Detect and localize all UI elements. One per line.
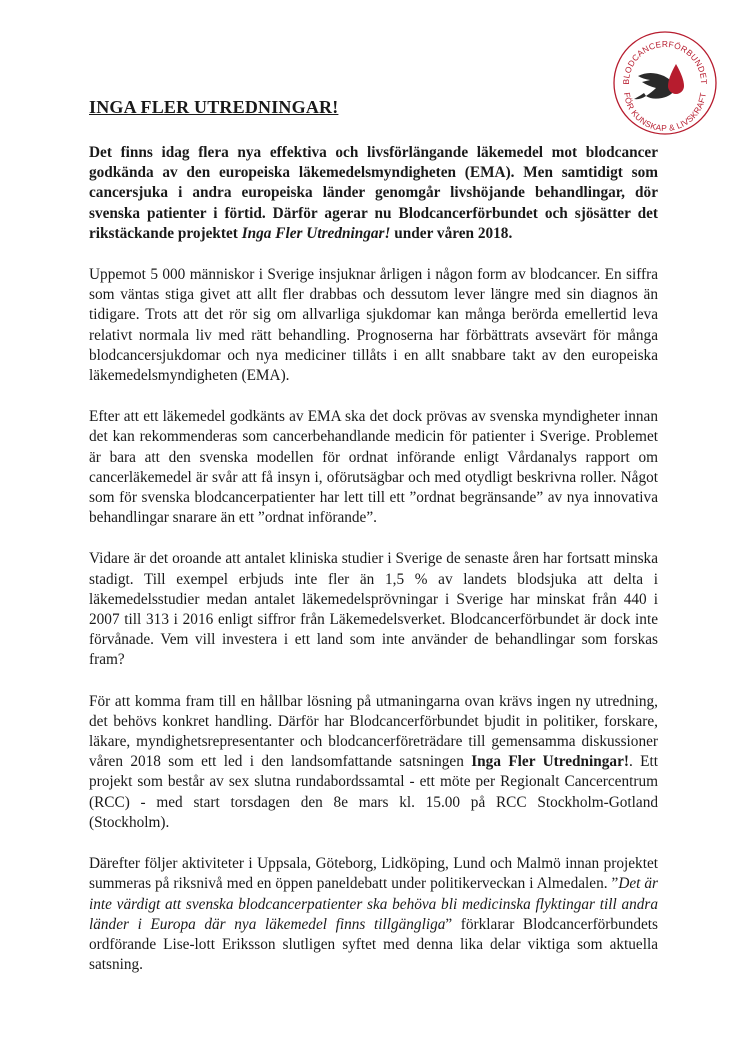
project-text-start: För att komma fram till en hållbar lösning på utmaningarna ovan krävs ingen ny utredning, det behövs konkret handling. Därför har Blodcancerförbundet bjudit in politiker, forskare, läkare, myndighetsrepresentanter och blodcancerföreträdare till gemensamma diskussioner våren 2018 som ett led i den landsomfattande satsningen bbox=[89, 692, 658, 771]
paragraph-incidence: Uppemot 5 000 människor i Sverige insjuknar årligen i någon form av blodcancer. En siffra som väntas stiga givet att allt fler drabbas och dessutom lever längre med sin diagnos än tidigare. Trots att det rör sig om allvarliga sjukdomar kan många berörda emellertid leva relativt normala liv med rätt behandling. Prognoserna har förbättrats avsevärt för många blodcancersjukdomar och nya mediciner tillåts i en allt snabbare takt av den europeiska läkemedelsmyndigheten (EMA). bbox=[89, 266, 658, 385]
logo-text-bottom: FÖR KUNSKAP & LIVSKRAFT bbox=[622, 91, 708, 134]
lead-tail: under våren 2018. bbox=[390, 224, 513, 242]
dove-drop-icon bbox=[634, 64, 684, 99]
quote-text: Det är inte värdigt att svenska blodcancerpatienter ska behöva bli medicinska flyktingar till andra länder i Europa där nya läkemedel finns tillgängliga bbox=[89, 875, 658, 933]
svg-text:FÖR KUNSKAP & LIVSKRAFT bbox=[622, 92, 708, 133]
paragraph-project bbox=[89, 692, 658, 833]
lead-project-name: Inga Fler Utredningar! bbox=[241, 224, 391, 242]
paragraph-approval: Efter att ett läkemedel godkänts av EMA ska det dock prövas av svenska myndigheter innan det kan rekommenderas som cancerbehandlande medicin för patienter i Sverige. Problemet är bara att den svenska modellen för ordnat införande enligt Vårdanalys rapport om cancerläkemedel är svår att få insyn i, oförutsägbar och med otydligt beskrivna roller. Något som för svenska blodcancerpatienter har lett till ett ”ordnat begränsande” av nya innovativa behandlingar snarare än ett ”ordnat införande”. bbox=[89, 408, 658, 527]
activities-text-end: ” förklarar Blodcancerförbundets ordförande Lise-lott Eriksson slutligen syftet med denna lika delar viktiga som aktuella satsning. bbox=[89, 915, 658, 974]
article-body bbox=[89, 143, 658, 996]
project-text-end: . Ett projekt som består av sex slutna rundabordssamtal - ett möte per Regionalt Cancercentrum (RCC) - med start torsdagen den 8e mars kl. 15.00 på RCC Stockholm-Gotland (Stockholm). bbox=[89, 753, 659, 831]
blodcancerforbundet-logo bbox=[612, 30, 718, 136]
lead-text: Det finns idag flera nya effektiva och livsförlängande läkemedel mot blodcancer godkända av den europeiska läkemedelsmyndigheten (EMA). Men samtidigt som cancersjuka i andra europeiska länder genomgår livshöjande behandlingar, dör svenska patienter i förtid. Därför agerar nu Blodcancerförbundet och sjösätter det rikstäckande projektet bbox=[89, 144, 658, 242]
activities-text-start: Därefter följer aktiviteter i Uppsala, Göteborg, Lidköping, Lund och Malmö innan projektet summeras på riksnivå med en öppen paneldebatt under politikerveckan i Almedalen. ” bbox=[89, 855, 658, 893]
page-title: INGA FLER UTREDNINGAR! bbox=[89, 97, 339, 117]
project-name-bold: Inga Fler Utredningar! bbox=[471, 753, 629, 771]
paragraph-clinical-studies: Vidare är det oroande att antalet kliniska studier i Sverige de senaste åren har fortsatt minska stadigt. Till exempel erbjuds inte fler än 1,5 % av landets blodsjuka att delta i läkemedelsstudier medan antalet läkemedelsprövningar i Sverige har minskat från 440 i 2007 till 313 i 2016 enligt siffror från Läkemedelsverket. Blodcancerförbundet är dock inte förvånade. Vem vill investera i ett land som inte använder de behandlingar som forskas fram? bbox=[89, 550, 658, 669]
paragraph-activities bbox=[89, 854, 658, 975]
logo-text-top: BLODCANCERFÖRBUNDET bbox=[620, 38, 710, 85]
lead-paragraph bbox=[89, 143, 658, 244]
